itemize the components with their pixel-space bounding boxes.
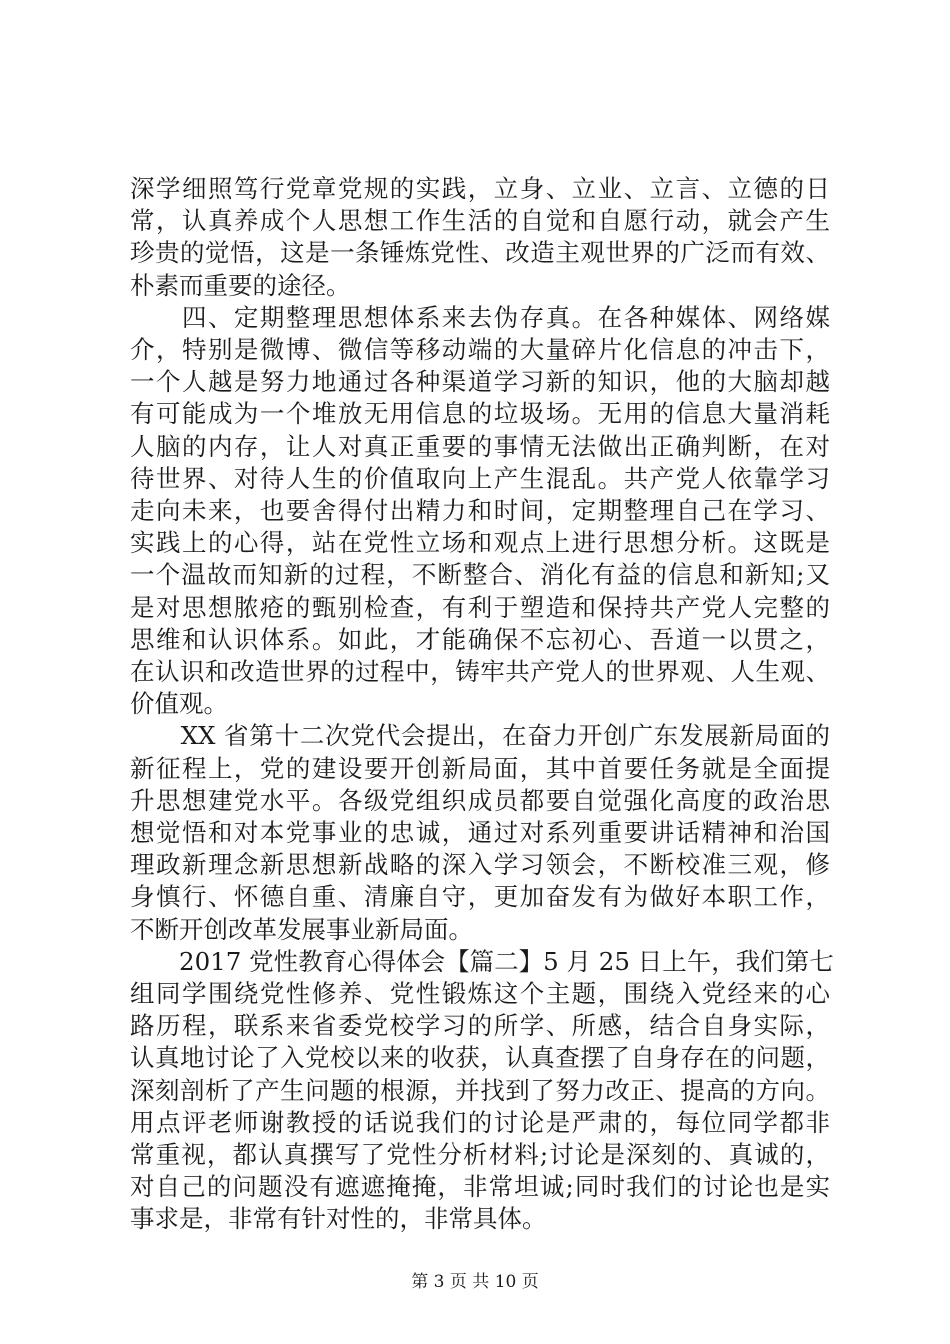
body-text-line: 思维和认识体系。如此，才能确保不忘初心、吾道一以贯之， xyxy=(130,624,830,654)
body-text-line: XX 省第十二次党代会提出，在奋力开创广东发展新局面的 xyxy=(130,721,830,751)
body-text-line: 理政新理念新思想新战略的深入学习领会，不断校准三观，修 xyxy=(130,850,830,880)
body-text-line: 升思想建党水平。各级党组织成员都要自觉强化高度的政治思 xyxy=(130,785,830,815)
body-text-line: 珍贵的觉悟，这是一条锤炼党性、改造主观世界的广泛而有效、 xyxy=(130,238,830,268)
body-text-line: 深刻剖析了产生问题的根源，并找到了努力改正、提高的方向。 xyxy=(130,1075,830,1105)
body-text-line: 深学细照笃行党章党规的实践，立身、立业、立言、立德的日 xyxy=(130,174,830,203)
body-text-line: 身慎行、怀德自重、清廉自守，更加奋发有为做好本职工作， xyxy=(130,882,830,912)
body-text-line: 常重视，都认真撰写了党性分析材料;讨论是深刻的、真诚的， xyxy=(130,1140,830,1169)
body-text-line: 认真地讨论了入党校以来的收获，认真查摆了自身存在的问题， xyxy=(130,1043,830,1073)
body-text-line: 走向未来，也要舍得付出精力和时间，定期整理自己在学习、 xyxy=(130,496,830,525)
body-text-line: 用点评老师谢教授的话说我们的讨论是严肃的，每位同学都非 xyxy=(130,1107,830,1137)
body-text-line: 人脑的内存，让人对真正重要的事情无法做出正确判断，在对 xyxy=(130,431,830,461)
body-text-line: 是对思想脓疮的甄别检查，有利于塑造和保持共产党人完整的 xyxy=(130,592,830,622)
body-text-line: 不断开创改革发展事业新局面。 xyxy=(130,914,473,944)
body-text-line: 一个温故而知新的过程，不断整合、消化有益的信息和新知;又 xyxy=(130,560,830,590)
body-text-line: 路历程，联系来省委党校学习的所学、所感，结合自身实际， xyxy=(130,1011,830,1041)
body-text-line: 常，认真养成个人思想工作生活的自觉和自愿行动，就会产生 xyxy=(130,206,830,236)
body-text-line: 2017 党性教育心得体会【篇二】5 月 25 日上午，我们第七 xyxy=(130,946,834,976)
body-text-line: 四、定期整理思想体系来去伪存真。在各种媒体、网络媒 xyxy=(130,302,830,332)
body-text-line: 待世界、对待人生的价值取向上产生混乱。共产党人依靠学习 xyxy=(130,463,830,493)
body-text-line: 实践上的心得，站在党性立场和观点上进行思想分析。这既是 xyxy=(130,528,830,558)
body-text-line: 新征程上，党的建设要开创新局面，其中首要任务就是全面提 xyxy=(130,753,830,783)
body-text-line: 有可能成为一个堆放无用信息的垃圾场。无用的信息大量消耗 xyxy=(130,399,830,429)
page-number-footer: 第 3 页 共 10 页 xyxy=(411,1272,539,1292)
body-text-line: 组同学围绕党性修养、党性锻炼这个主题，围绕入党经来的心 xyxy=(130,979,830,1008)
body-text-line: 对自己的问题没有遮遮掩掩，非常坦诚;同时我们的讨论也是实 xyxy=(130,1172,830,1202)
body-text-line: 朴素而重要的途径。 xyxy=(130,270,351,300)
body-text-line: 想觉悟和对本党事业的忠诚，通过对系列重要讲话精神和治国 xyxy=(130,818,830,847)
body-text-line: 在认识和改造世界的过程中，铸牢共产党人的世界观、人生观、 xyxy=(130,657,830,686)
body-text-line: 一个人越是努力地通过各种渠道学习新的知识，他的大脑却越 xyxy=(130,367,830,397)
body-text-line: 介，特别是微博、微信等移动端的大量碎片化信息的冲击下， xyxy=(130,335,830,364)
body-text-line: 价值观。 xyxy=(130,689,228,719)
body-text-line: 事求是，非常有针对性的，非常具体。 xyxy=(130,1204,547,1234)
